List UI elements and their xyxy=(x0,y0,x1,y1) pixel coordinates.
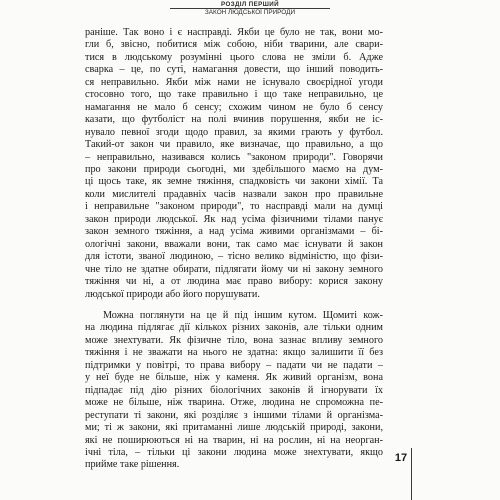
paragraph-2 xyxy=(85,310,383,472)
page-number-divider xyxy=(411,448,412,500)
text-line: закон природи людської. Як над усіма фізичними тілами панує xyxy=(85,213,383,225)
text-line: про закони природи сьогодні, ми здебільшого маємо на дум- xyxy=(85,163,383,175)
text-line: на людина підлягає дії кількох різних законів, але тільки одним xyxy=(85,322,383,334)
text-line: ми; ті ж закони, які притаманні лише людській природі, закони, xyxy=(85,422,383,434)
text-line: для істоти, званої людиною, – тісно велико відміністю, що фізи- xyxy=(85,251,383,263)
text-line: Можна поглянути на це й під іншим кутом. Щомиті кож- xyxy=(103,309,383,321)
text-line: тяжіння і не зважати на нього не здатна: якщо залишити її без xyxy=(85,347,383,359)
text-line: закон земного тяжіння, а над усіма живими організмами – бі- xyxy=(85,226,383,238)
text-line: коли мислителі прадавніх часів назвали закон про правильне xyxy=(85,188,383,200)
text-line: підпадає під дію різних біологічних законів й ігнорувати їх xyxy=(85,384,383,396)
paragraph-1 xyxy=(85,27,383,301)
text-line: стосовно того, що таке правильно і що таке неправильно, це xyxy=(85,89,383,101)
text-line: – неправильно, називався колись "законом природи". Говорячи xyxy=(85,151,383,163)
text-line: тяжіння чи ні, а от людина має право вибору: корися закону xyxy=(85,276,383,288)
text-line: може не більше, ніж тварина. Отже, людина не спроможна пе- xyxy=(85,397,383,409)
page-number: 17 xyxy=(394,452,408,464)
paragraph-gap xyxy=(85,301,383,310)
text-line: прийме таке рішення. xyxy=(85,459,180,471)
text-line: ологічні закони, вважали вони, так само має існувати й закон xyxy=(85,238,383,250)
body-text xyxy=(85,27,383,472)
text-line: нувало певної згоди щодо правил, за якими грають у футбол. xyxy=(85,126,383,138)
chapter-title: ЗАКОН ЛЮДСЬКОЇ ПРИРОДИ xyxy=(170,8,330,17)
text-line: реступати ті закони, які розділяє з іншими тілами й організма- xyxy=(85,409,383,421)
text-line: ічні тіла, – тільки ці закони людина може знехтувати, якщо xyxy=(85,446,383,458)
text-line: ся неправильно. Якби між нами не існувало своєрідної угоди xyxy=(85,76,383,88)
text-line: сварка – це, по суті, намагання довести, що інший поводить- xyxy=(85,64,383,76)
text-line: людської природи або його порушувати. xyxy=(85,288,260,300)
text-line: намагання не мало б сенсу; схожим чином не було б сенсу xyxy=(85,101,383,113)
text-line: тися в людському розумінні цього слова не зміли б. Адже xyxy=(85,51,383,63)
text-line: які не поширюються ні на тварин, ні на рослин, ні на неорган- xyxy=(85,434,383,446)
text-line: ці щось таке, як земне тяжіння, спадковість чи закони хімії. Та xyxy=(85,176,383,188)
section-title: РОЗДІЛ ПЕРШИЙ xyxy=(221,1,279,8)
text-line: гли б, звісно, побитися між собою, ніби тварини, але свари- xyxy=(85,39,383,51)
text-line: раніше. Так воно і є насправді. Якби це було не так, вони мо- xyxy=(85,27,383,38)
running-header xyxy=(170,0,330,17)
text-line: Такий-от закон чи правило, яке визначає, що правильно, а що xyxy=(85,139,383,151)
text-line: може знехтувати. Як фізичне тіло, вона зазнає впливу земного xyxy=(85,334,383,346)
text-line: підтримки у повітрі, то права вибору – падати чи не падати – xyxy=(85,359,383,371)
text-line: казати, що футболіст на полі вчинив порушення, якби не іс- xyxy=(85,114,383,126)
text-line: чне тіло не здатне обирати, підлягати йому чи ні закону земного xyxy=(85,263,383,275)
text-line: у неї буде не більше, ніж у каменя. Як живий організм, вона xyxy=(85,372,383,384)
text-line: і неправильне "законом природи", то насправді мали на думці xyxy=(85,201,383,213)
